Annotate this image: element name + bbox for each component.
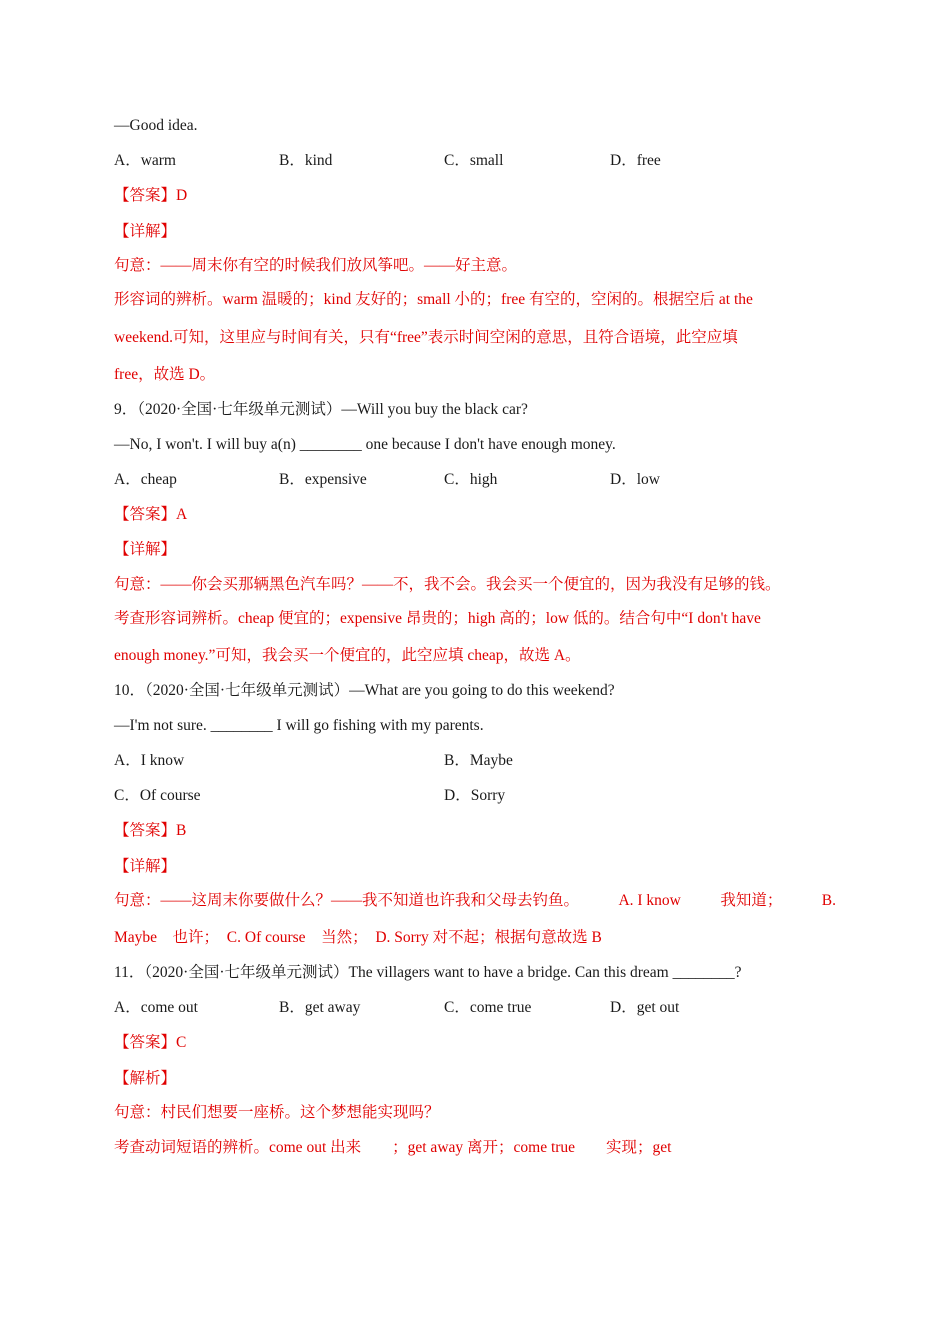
q10-analysis-line-1 [114, 891, 836, 911]
q10-detail-heading: 【详解】 [114, 858, 177, 875]
q11-option-c: C．come true [444, 999, 532, 1016]
q9-option-d: D．low [610, 471, 660, 488]
q8-detail-heading: 【详解】 [114, 223, 177, 240]
q10-option-d: D．Sorry [444, 787, 506, 804]
q9-line-2: —No, I won't. I will buy a(n) ________ one because I don't have enough money. [114, 436, 616, 453]
q8-option-d: D．free [610, 152, 661, 169]
q9-answer: 【答案】A [114, 506, 188, 523]
q8-reply: —Good idea. [114, 117, 198, 134]
q8-analysis-line-3: free，故选 D。 [114, 366, 216, 383]
q10-option-c: C．Of course [114, 787, 201, 804]
q8-option-b: B．kind [279, 152, 333, 169]
q8-option-c: C．small [444, 152, 504, 169]
q11-stem: 11．（2020·全国·七年级单元测试）The villagers want to have a bridge. Can this dream ________? [114, 964, 742, 981]
q9-meaning: 句意：——你会买那辆黑色汽车吗？——不，我不会。我会买一个便宜的，因为我没有足够的钱。 [114, 576, 781, 593]
q9-option-a: A．cheap [114, 471, 177, 488]
q10-line-2: —I'm not sure. ________ I will go fishing with my parents. [114, 717, 484, 734]
q9-stem: 9．（2020·全国·七年级单元测试）—Will you buy the black car? [114, 401, 528, 418]
q9-analysis-line-2: enough money.”可知，我会买一个便宜的，此空应填 cheap，故选 A。 [114, 647, 581, 664]
q8-option-a: A．warm [114, 152, 176, 169]
q9-option-b: B．expensive [279, 471, 367, 488]
q11-answer: 【答案】C [114, 1034, 187, 1051]
q11-analysis-line-1: 考查动词短语的辨析。come out 出来 ；get away 离开；come true 实现；get [114, 1139, 672, 1156]
q11-option-b: B．get away [279, 999, 361, 1016]
q11-option-d: D．get out [610, 999, 680, 1016]
q9-detail-heading: 【详解】 [114, 541, 177, 558]
q10-option-b: B．Maybe [444, 752, 513, 769]
q10-analysis-a-meaning: 我知道； [720, 892, 783, 909]
q11-analysis-heading: 【解析】 [114, 1070, 177, 1087]
q10-analysis-b: B. [821, 892, 836, 909]
q8-answer: 【答案】D [114, 187, 188, 204]
q11-meaning: 句意：村民们想要一座桥。这个梦想能实现吗？ [114, 1104, 440, 1121]
q9-analysis-line-1: 考查形容词辨析。cheap 便宜的；expensive 昂贵的；high 高的；low 低的。结合句中“I don't have [114, 610, 761, 627]
q8-analysis-line-1: 形容词的辨析。warm 温暖的；kind 友好的；small 小的；free 有空的，空闲的。根据空后 at the [114, 291, 753, 308]
q11-option-a: A．come out [114, 999, 198, 1016]
q10-analysis-a: A. I know [618, 892, 681, 909]
q9-option-c: C．high [444, 471, 498, 488]
q10-option-a: A．I know [114, 752, 185, 769]
q8-analysis-line-2: weekend.可知，这里应与时间有关，只有“free”表示时间空闲的意思，且符合语境，此空应填 [114, 329, 738, 346]
q10-stem: 10．（2020·全国·七年级单元测试）—What are you going to do this weekend? [114, 682, 615, 699]
q10-answer: 【答案】B [114, 822, 187, 839]
q8-meaning: 句意：——周末你有空的时候我们放风筝吧。——好主意。 [114, 257, 518, 274]
q10-analysis-line-2: Maybe 也许； C. Of course 当然； D. Sorry 对不起；根据句意故选 B [114, 929, 602, 946]
q10-analysis-meaning: 句意：——这周末你要做什么？——我不知道也许我和父母去钓鱼。 [114, 892, 580, 909]
